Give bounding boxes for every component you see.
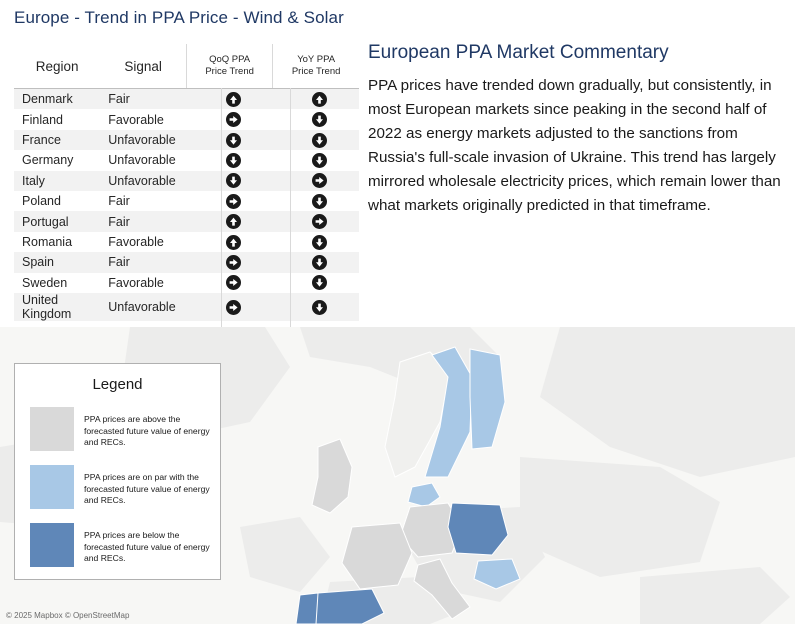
- table-row: [14, 109, 359, 129]
- cell-yoy-trend: [273, 293, 359, 321]
- commentary-heading: European PPA Market Commentary: [368, 42, 669, 63]
- cell-region: Denmark: [14, 89, 100, 110]
- table-row: [14, 273, 359, 293]
- column-header-qoq: [187, 44, 273, 89]
- arrow-right-icon: [226, 300, 241, 315]
- arrow-up-icon: [226, 235, 241, 250]
- legend-item: [15, 465, 220, 509]
- arrow-down-icon: [312, 300, 327, 315]
- arrow-up-icon: [226, 92, 241, 107]
- cell-region: Sweden: [14, 273, 100, 293]
- column-header-yoy-line1: YoY PPA: [297, 54, 336, 65]
- arrow-up-icon: [312, 92, 327, 107]
- legend-swatch: [30, 523, 74, 567]
- map-country-portugal: [296, 593, 318, 624]
- cell-signal: Unfavorable: [100, 150, 186, 170]
- arrow-down-icon: [226, 173, 241, 188]
- column-header-yoy-line2: Price Trend: [291, 66, 341, 77]
- table-header-row: [14, 44, 359, 89]
- arrow-down-icon: [312, 112, 327, 127]
- arrow-right-icon: [226, 112, 241, 127]
- commentary-panel: [368, 42, 784, 218]
- table-row: [14, 150, 359, 170]
- legend-item-label: PPA prices are on par with the forecasted future value of energy and RECs.: [84, 472, 210, 505]
- arrow-right-icon: [226, 255, 241, 270]
- cell-yoy-trend: [273, 252, 359, 272]
- arrow-right-icon: [226, 194, 241, 209]
- ppa-trend-table: [14, 44, 359, 321]
- table-row: [14, 171, 359, 191]
- cell-qoq-trend: [187, 89, 273, 110]
- column-divider-yoy: [290, 88, 291, 357]
- arrow-right-icon: [226, 275, 241, 290]
- cell-yoy-trend: [273, 171, 359, 191]
- cell-yoy-trend: [273, 130, 359, 150]
- table-row: [14, 130, 359, 150]
- table-row: [14, 89, 359, 110]
- map-legend: [14, 363, 221, 580]
- cell-region: Romania: [14, 232, 100, 252]
- column-header-qoq-line1: QoQ PPA: [209, 54, 251, 65]
- cell-yoy-trend: [273, 273, 359, 293]
- arrow-down-icon: [312, 275, 327, 290]
- cell-region: France: [14, 130, 100, 150]
- table-row: [14, 293, 359, 321]
- cell-qoq-trend: [187, 191, 273, 211]
- cell-yoy-trend: [273, 89, 359, 110]
- cell-signal: Fair: [100, 191, 186, 211]
- legend-swatch: [30, 465, 74, 509]
- column-header-region: Region: [14, 44, 100, 89]
- arrow-down-icon: [312, 194, 327, 209]
- cell-signal: Fair: [100, 252, 186, 272]
- arrow-down-icon: [312, 153, 327, 168]
- arrow-down-icon: [312, 235, 327, 250]
- cell-signal: Unfavorable: [100, 293, 186, 321]
- cell-qoq-trend: [187, 211, 273, 231]
- cell-region: Poland: [14, 191, 100, 211]
- map-attribution: © 2025 Mapbox © OpenStreetMap: [6, 611, 130, 620]
- cell-signal: Unfavorable: [100, 171, 186, 191]
- cell-region: Germany: [14, 150, 100, 170]
- cell-signal: Favorable: [100, 273, 186, 293]
- arrow-up-icon: [226, 214, 241, 229]
- cell-region: Portugal: [14, 211, 100, 231]
- cell-qoq-trend: [187, 232, 273, 252]
- cell-region: Italy: [14, 171, 100, 191]
- arrow-down-icon: [226, 153, 241, 168]
- column-header-yoy: [273, 44, 359, 89]
- cell-qoq-trend: [187, 150, 273, 170]
- cell-region: United Kingdom: [14, 293, 100, 321]
- cell-yoy-trend: [273, 150, 359, 170]
- cell-yoy-trend: [273, 191, 359, 211]
- page-title: Europe - Trend in PPA Price - Wind & Solar: [14, 8, 344, 27]
- arrow-right-icon: [312, 214, 327, 229]
- legend-title: Legend: [92, 376, 143, 393]
- cell-qoq-trend: [187, 171, 273, 191]
- table-body: [14, 89, 359, 321]
- cell-yoy-trend: [273, 232, 359, 252]
- cell-yoy-trend: [273, 109, 359, 129]
- legend-swatch: [30, 407, 74, 451]
- cell-signal: Unfavorable: [100, 130, 186, 150]
- arrow-down-icon: [312, 133, 327, 148]
- cell-signal: Favorable: [100, 232, 186, 252]
- arrow-down-icon: [312, 255, 327, 270]
- legend-item-label: PPA prices are above the forecasted future value of energy and RECs.: [84, 414, 210, 447]
- cell-signal: Favorable: [100, 109, 186, 129]
- column-divider-qoq: [221, 88, 222, 357]
- table-row: [14, 191, 359, 211]
- table-row: [14, 232, 359, 252]
- cell-qoq-trend: [187, 273, 273, 293]
- cell-qoq-trend: [187, 130, 273, 150]
- cell-signal: Fair: [100, 89, 186, 110]
- arrow-down-icon: [226, 133, 241, 148]
- column-header-signal: Signal: [100, 44, 186, 89]
- legend-item: [15, 407, 220, 451]
- legend-rows: [15, 407, 220, 567]
- table-row: [14, 211, 359, 231]
- cell-signal: Fair: [100, 211, 186, 231]
- europe-map[interactable]: [0, 327, 795, 624]
- cell-qoq-trend: [187, 109, 273, 129]
- column-header-qoq-line2: Price Trend: [205, 66, 254, 77]
- cell-region: Spain: [14, 252, 100, 272]
- cell-yoy-trend: [273, 211, 359, 231]
- legend-item-label: PPA prices are below the forecasted future value of energy and RECs.: [84, 530, 210, 563]
- table-row: [14, 252, 359, 272]
- arrow-right-icon: [312, 173, 327, 188]
- cell-region: Finland: [14, 109, 100, 129]
- legend-item: [15, 523, 220, 567]
- cell-qoq-trend: [187, 252, 273, 272]
- commentary-body: PPA prices have trended down gradually, but consistently, in most European markets since peaking in the second half of 2022 as energy markets adjusted to the sanctions from Russia's full-scale invasion of Ukraine. This trend has largely mirrored wholesale electricity prices, which remain lower than what markets originally predicted in that timeframe.: [368, 77, 781, 214]
- cell-qoq-trend: [187, 293, 273, 321]
